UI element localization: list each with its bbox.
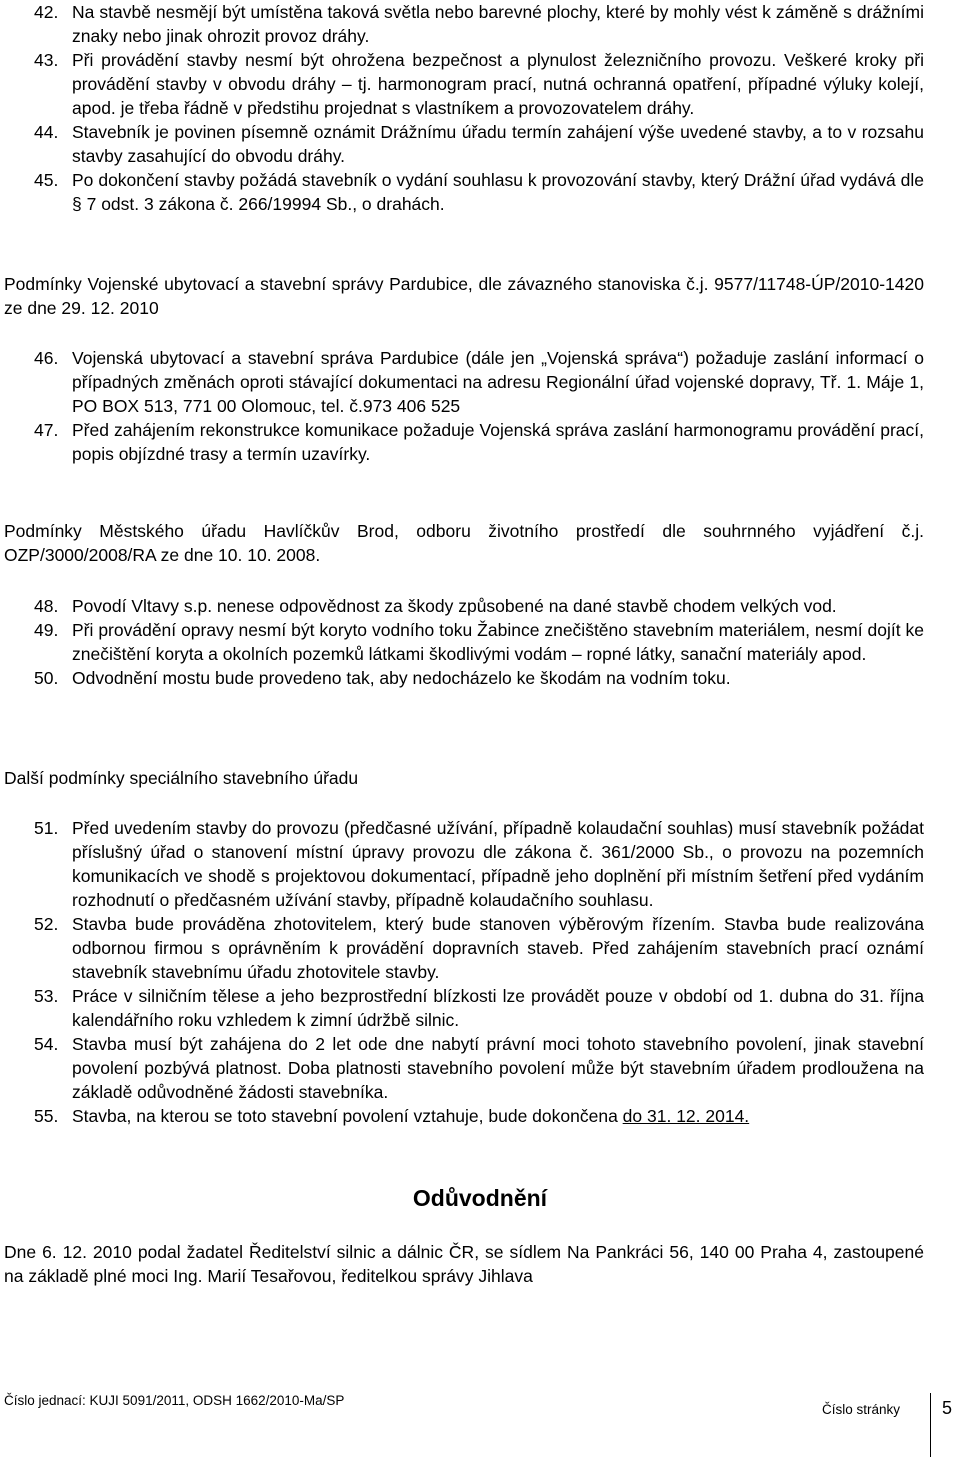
completion-date: do 31. 12. 2014. — [622, 1106, 750, 1126]
section-heading-dalsi: Další podmínky speciálního stavebního úřadu — [4, 768, 359, 788]
item-text: Vojenská ubytovací a stavební správa Pardubice (dále jen „Vojenská správa“) požaduje zaslání informací o případných změnách oproti stávající dokumentaci na adresu Regionální úřad vojenské dopravy, Tř. 1. Máje 1, PO BOX 513, 771 00 Olomouc, tel. č.973 406 525 — [72, 348, 924, 416]
list-item — [34, 1032, 924, 1104]
conditions-list-drazni — [34, 0, 924, 216]
item-text: Stavebník je povinen písemně oznámit Drážnímu úřadu termín zahájení výše uvedené stavby, a to v rozsahu stavby zasahující do obvodu dráhy. — [72, 122, 924, 166]
list-item — [34, 984, 924, 1032]
item-text: Při provádění stavby nesmí být ohrožena bezpečnost a plynulost železničního provozu. Veškeré kroky při provádění stavby v obvodu dráhy – tj. harmonogram prací, nutná ochranná opatření, případné výluky kolejí, apod. je třeba řádně v předstihu projednat s vlastníkem a provozovatelem dráhy. — [72, 50, 924, 118]
list-item — [34, 816, 924, 912]
conditions-list-dalsi — [34, 816, 924, 1128]
conditions-list-mestsky — [34, 594, 924, 690]
item-text-main: Stavba, na kterou se toto stavební povolení vztahuje, bude dokončena — [72, 1106, 623, 1126]
item-text: Stavba bude prováděna zhotovitelem, který bude stanoven výběrovým řízením. Stavba bude realizována odbornou firmou s oprávněním k provádění dopravních staveb. Před zahájením stavebních prací oznámí stavebník stavebnímu úřadu zhotovitele stavby. — [72, 914, 924, 982]
item-number: 47. — [34, 420, 59, 440]
item-number: 48. — [34, 596, 59, 616]
item-text: Po dokončení stavby požádá stavebník o vydání souhlasu k provozování stavby, který Drážní úřad vydává dle § 7 odst. 3 zákona č. 266/19994 Sb., o drahách. — [72, 170, 924, 214]
section-heading-oduvodneni: Odůvodnění — [412, 1185, 548, 1211]
item-text: Povodí Vltavy s.p. nenese odpovědnost za škody způsobené na dané stavbě chodem velkých vod. — [72, 596, 837, 616]
item-number: 45. — [34, 170, 59, 190]
item-number: 51. — [34, 818, 59, 838]
list-item — [34, 48, 924, 120]
item-text: Stavba musí být zahájena do 2 let ode dne nabytí právní moci tohoto stavebního povolení, jinak stavební povolení pozbývá platnost. Doba platnosti stavebního povolení může být stavebním úřadem prodloužena na základě odůvodněné žádosti stavebníka. — [72, 1034, 924, 1102]
item-number: 53. — [34, 986, 59, 1006]
item-number: 54. — [34, 1034, 59, 1054]
item-number: 50. — [34, 668, 59, 688]
list-item — [34, 418, 924, 466]
item-number: 43. — [34, 50, 59, 70]
item-number: 46. — [34, 348, 59, 368]
item-number: 49. — [34, 620, 59, 640]
list-item — [34, 618, 924, 666]
list-item — [34, 346, 924, 418]
footer-divider — [930, 1393, 931, 1457]
item-number: 55. — [34, 1106, 59, 1126]
item-number: 44. — [34, 122, 59, 142]
page-number: 5 — [942, 1398, 953, 1418]
conditions-list-vojenska — [34, 346, 924, 466]
list-item — [34, 120, 924, 168]
item-text: Na stavbě nesmějí být umístěna taková světla nebo barevné plochy, které by mohly vést k záměně s drážními znaky nebo jinak ohrozit provoz dráhy. — [72, 2, 924, 46]
section-heading-vojenska: Podmínky Vojenské ubytovací a stavební správy Pardubice, dle závazného stanoviska č.j. 9577/11748-ÚP/2010-1420 ze dne 29. 12. 2010 — [4, 274, 924, 318]
section-heading-mestsky: Podmínky Městského úřadu Havlíčkův Brod, odboru životního prostředí dle souhrnného vyjádření č.j. OZP/3000/2008/RA ze dne 10. 10. 2008. — [4, 521, 924, 565]
item-number: 52. — [34, 914, 59, 934]
item-number: 42. — [34, 2, 59, 22]
item-text: Odvodnění mostu bude provedeno tak, aby nedocházelo ke škodám na vodním toku. — [72, 668, 731, 688]
list-item — [34, 912, 924, 984]
list-item — [34, 1104, 924, 1128]
list-item — [34, 168, 924, 216]
item-text: Práce v silničním tělese a jeho bezprostřední blízkosti lze provádět pouze v období od 1. dubna do 31. října kalendářního roku vzhledem k zimní údržbě silnic. — [72, 986, 924, 1030]
footer-page-label: Číslo stránky — [822, 1402, 901, 1417]
item-text: Před uvedením stavby do provozu (předčasné užívání, případně kolaudační souhlas) musí stavebník požádat příslušný úřad o stanovení místní úpravy provozu dle zákona č. 361/2000 Sb., o provozu na pozemních komunikacích ve shodě s projektovou dokumentací, případně jeho doplnění při místním šetření před vydáním rozhodnutí o předčasném užívání stavby, případně kolaudačního souhlasu. — [72, 818, 924, 910]
item-text — [72, 1104, 924, 1128]
list-item — [34, 666, 924, 690]
list-item — [34, 0, 924, 48]
item-text: Před zahájením rekonstrukce komunikace požaduje Vojenská správa zaslání harmonogramu provádění prací, popis objízdné trasy a termín uzavírky. — [72, 420, 924, 464]
item-text: Při provádění opravy nesmí být koryto vodního toku Žabince znečištěno stavebním materiálem, nesmí dojít ke znečištění koryta a okolních pozemků látkami škodlivými vodám – ropné látky, sanační materiály apod. — [72, 620, 924, 664]
justification-paragraph: Dne 6. 12. 2010 podal žadatel Ředitelství silnic a dálnic ČR, se sídlem Na Pankráci 56, 140 00 Praha 4, zastoupené na základě plné moci Ing. Marií Tesařovou, ředitelkou správy Jihlava — [4, 1242, 924, 1286]
list-item — [34, 594, 924, 618]
footer-reference: Číslo jednací: KUJI 5091/2011, ODSH 1662/2010-Ma/SP — [4, 1393, 345, 1408]
